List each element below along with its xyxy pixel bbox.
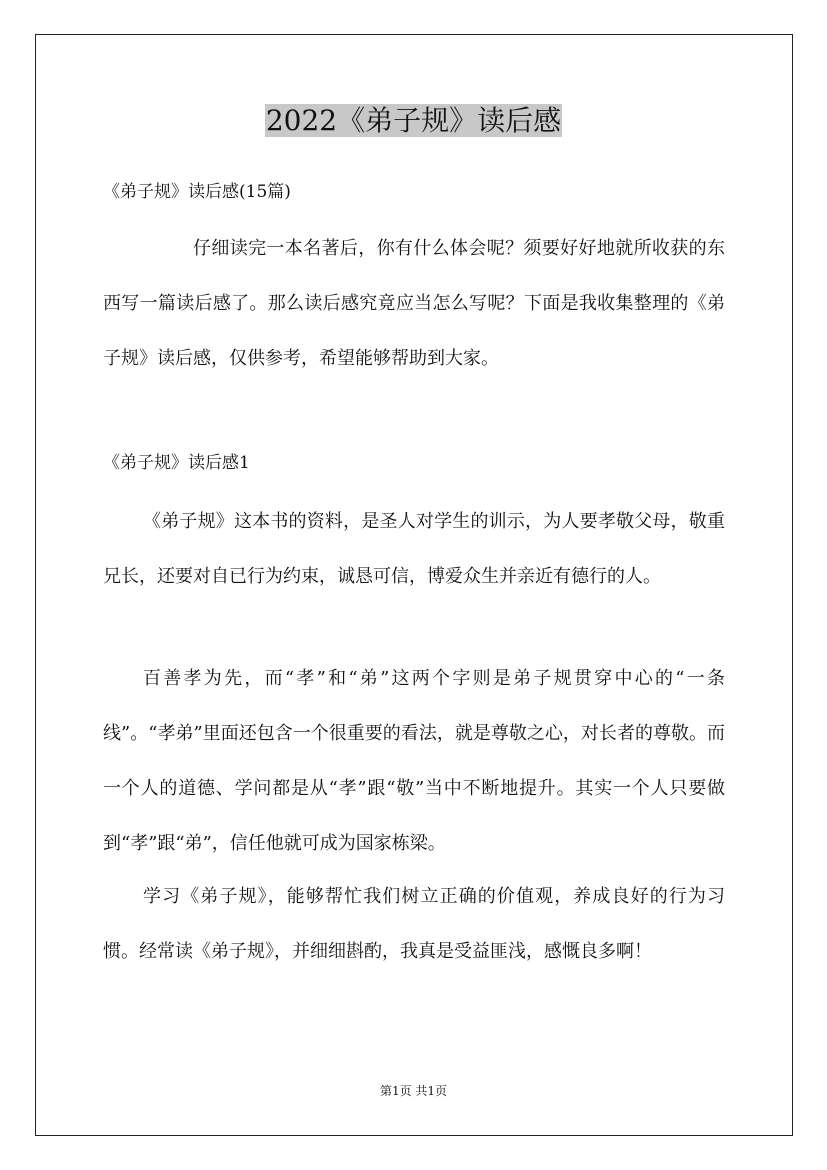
document-subtitle: 《弟子规》读后感(15篇) bbox=[103, 182, 291, 202]
intro-paragraph: 仔细读完一本名著后，你有什么体会呢？须要好好地就所收获的东西写一篇读后感了。那么读后感究竟应当怎么写呢？下面是我收集整理的《弟子规》读后感，仅供参考，希望能够帮助到大家。 bbox=[103, 238, 725, 369]
document-title: 2022《弟子规》读后感 bbox=[265, 104, 562, 137]
document-title-wrap bbox=[0, 100, 827, 142]
section-heading: 《弟子规》读后感1 bbox=[103, 453, 250, 473]
body-paragraph-2: 百善孝为先，而“孝”和“弟”这两个字则是弟子规贯穿中心的“一条线”。“孝弟”里面还包含一个很重要的看法，就是尊敬之心，对长者的尊敬。而一个人的道德、学问都是从“孝”跟“敬”当中不断地提升。其实一个人只要做到“孝”跟“弟”，信任他就可成为国家栋梁。 bbox=[103, 668, 725, 854]
body-paragraph-3: 学习《弟子规》，能够帮忙我们树立正确的价值观，养成良好的行为习惯。经常读《弟子规》，并细细斟酌，我真是受益匪浅，感慨良多啊！ bbox=[103, 886, 725, 962]
page-footer: 第1页 共1页 bbox=[379, 1084, 448, 1098]
body-paragraph-1: 《弟子规》这本书的资料，是圣人对学生的训示，为人要孝敬父母，敬重兄长，还要对自已行为约束，诚恳可信，博爱众生并亲近有德行的人。 bbox=[103, 511, 725, 587]
